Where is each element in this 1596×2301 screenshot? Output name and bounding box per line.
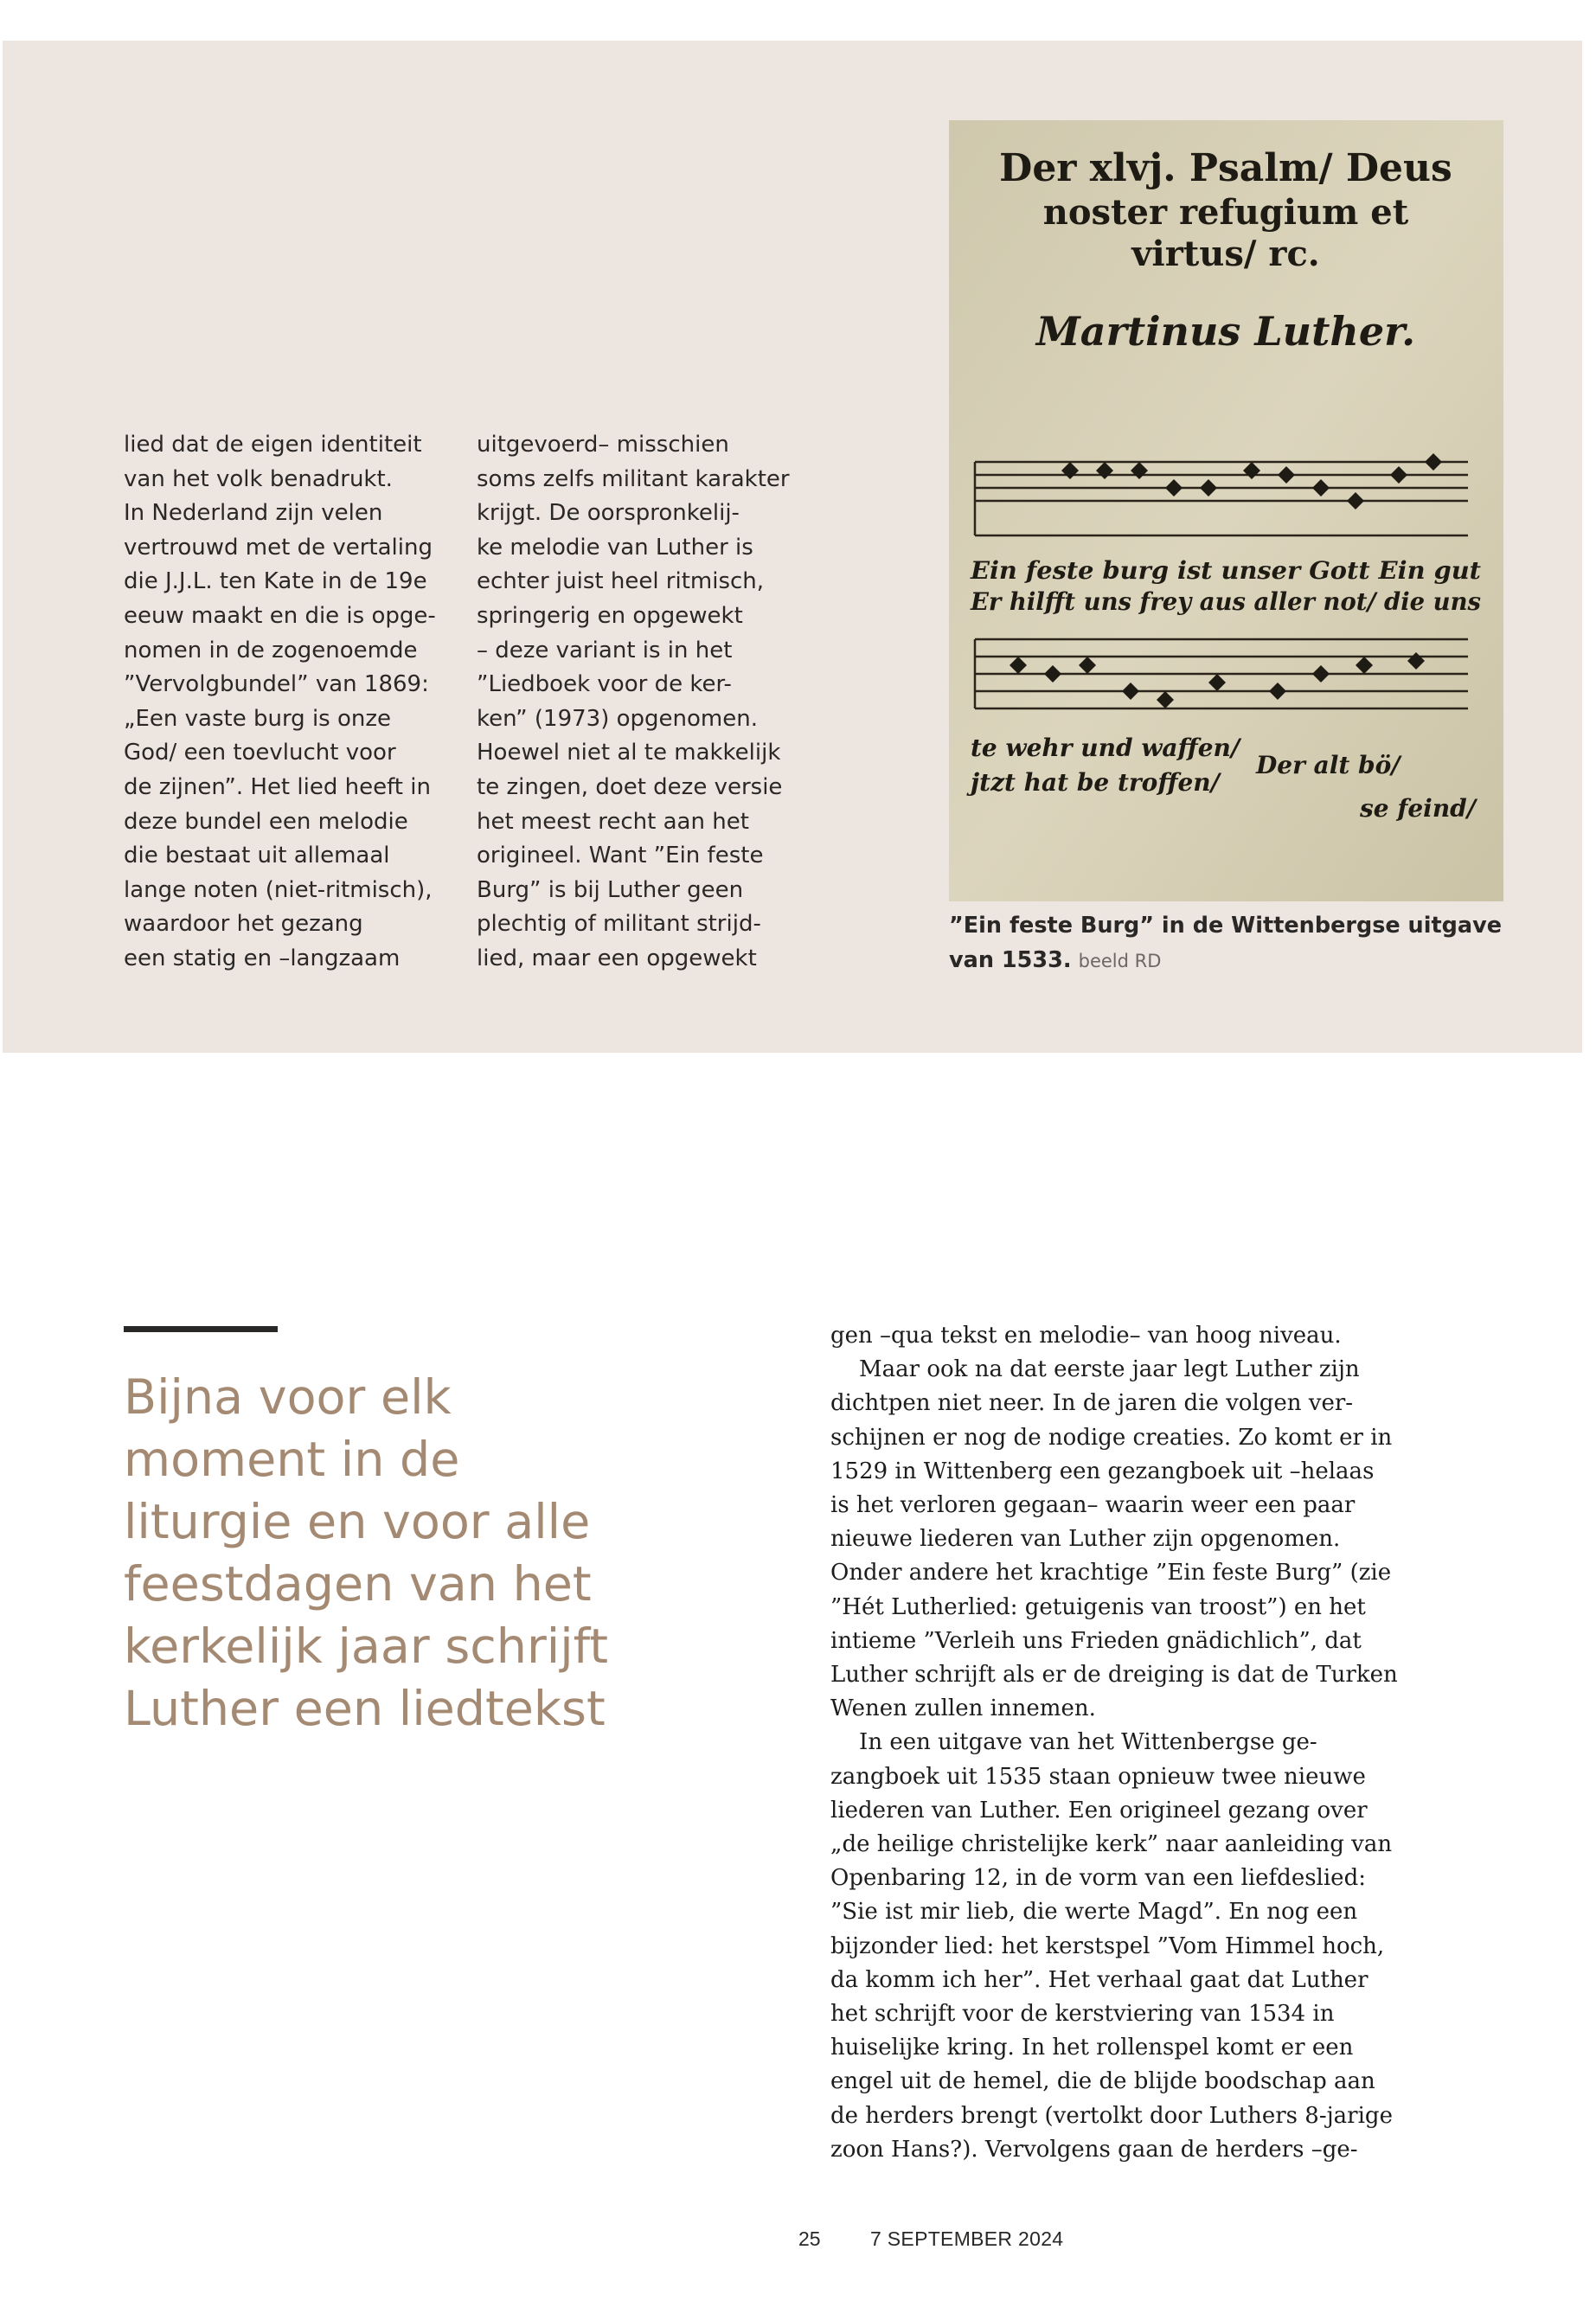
pull-quote: Bijna voor elk moment in de liturgie en voor alle feestdagen van het kerkelijk jaar schrijft Luther een liedtekst	[124, 1369, 608, 1737]
quote-divider	[124, 1326, 278, 1332]
caption-text: ”Ein feste Burg” in de Wittenbergse uitgave van 1533.	[949, 913, 1503, 973]
facsimile-lyrics-1: Ein feste burg ist unser Gott Ein gut	[969, 556, 1482, 585]
facsimile-lyrics-6: se feind/	[1360, 794, 1476, 823]
image-caption	[949, 908, 1520, 978]
facsimile-heading-1: Der xlvj. Psalm/ Deus	[999, 146, 1452, 190]
facsimile-lyrics-3: te wehr und waffen/	[971, 734, 1240, 762]
hymn-facsimile-image	[949, 120, 1503, 901]
facsimile-heading-2: noster refugium et	[1042, 192, 1409, 233]
facsimile-lyrics-2: Er hilfft uns frey aus aller not/ die uns	[970, 587, 1482, 616]
publication-date: 7 SEPTEMBER 2024	[870, 2227, 1064, 2250]
facsimile-heading-3: virtus/ rc.	[1131, 234, 1320, 274]
sidebar-column-2: uitgevoerd– misschien soms zelfs militant karakter krijgt. De oorspronkelij- ke melodie van Luther is echter juist heel ritmisch, springerig en opgewekt – deze variant is in het ”Liedboek voor de ker- ken” (1973) opgenomen. Hoewel niet al te makkelijk te zingen, doet deze versie het meest recht aan het origineel. Want ”Ein feste Burg” is bij Luther geen plechtig of militant strijd- lied, maar een opgewekt	[477, 432, 790, 971]
facsimile-lyrics-4: jtzt hat be troffen/	[971, 768, 1220, 797]
page-number: 25	[798, 2227, 821, 2250]
article-body-text: gen –qua tekst en melodie– van hoog niveau. Maar ook na dat eerste jaar legt Luther zijn dichtpen niet neer. In de jaren die volgen ver- schijnen er nog de nodige creaties. Zo komt er in 1529 in Wittenberg een gezangboek uit –helaas is het verloren gegaan– waarin weer een paar nieuwe liederen van Luther zijn opgenomen. Onder andere het krachtige ”Ein feste Burg” (zie ”Hét Lutherlied: getuigenis van troost”) en het intieme ”Verleih uns Frieden gnädichlich”, dat Luther schrijft als er de dreiging is dat de Turken Wenen zullen innemen. In een uitgave van het Wittenbergse ge- zangboek uit 1535 staan opnieuw twee nieuwe liederen van Luther. Een origineel gezang over „de heilige christelijke kerk” naar aanleiding van Openbaring 12, in de vorm van een liefdeslied: ”Sie ist mir lieb, die werte Magd”. En nog een bijzonder lied: het kerstspel ”Vom Himmel hoch, da komm ich her”. Het verhaal gaat dat Luther het schrijft voor de kerstviering van 1534 in huiselijke kring. In het rollenspel komt er een engel uit de hemel, die de blijde boodschap aan de herders brengt (vertolkt door Luthers 8-jarige zoon Hans?). Vervolgens gaan de herders –ge-	[830, 1323, 1398, 2163]
caption-credit: beeld RD	[1078, 951, 1162, 971]
sidebar-column-1: lied dat de eigen identiteit van het volk benadrukt. In Nederland zijn velen vertrouwd met de vertaling die J.J.L. ten Kate in de 19e eeuw maakt en die is opge- nomen in de zogenoemde ”Vervolgbundel” van 1869: „Een vaste burg is onze God/ een toevlucht voor de zijnen”. Het lied heeft in deze bundel een melodie die bestaat uit allemaal lange noten (niet-ritmisch), waardoor het gezang een statig en –langzaam	[124, 432, 436, 971]
facsimile-author: Martinus Luther.	[1035, 308, 1416, 355]
facsimile-lyrics-5: Der alt bö/	[1256, 751, 1401, 779]
